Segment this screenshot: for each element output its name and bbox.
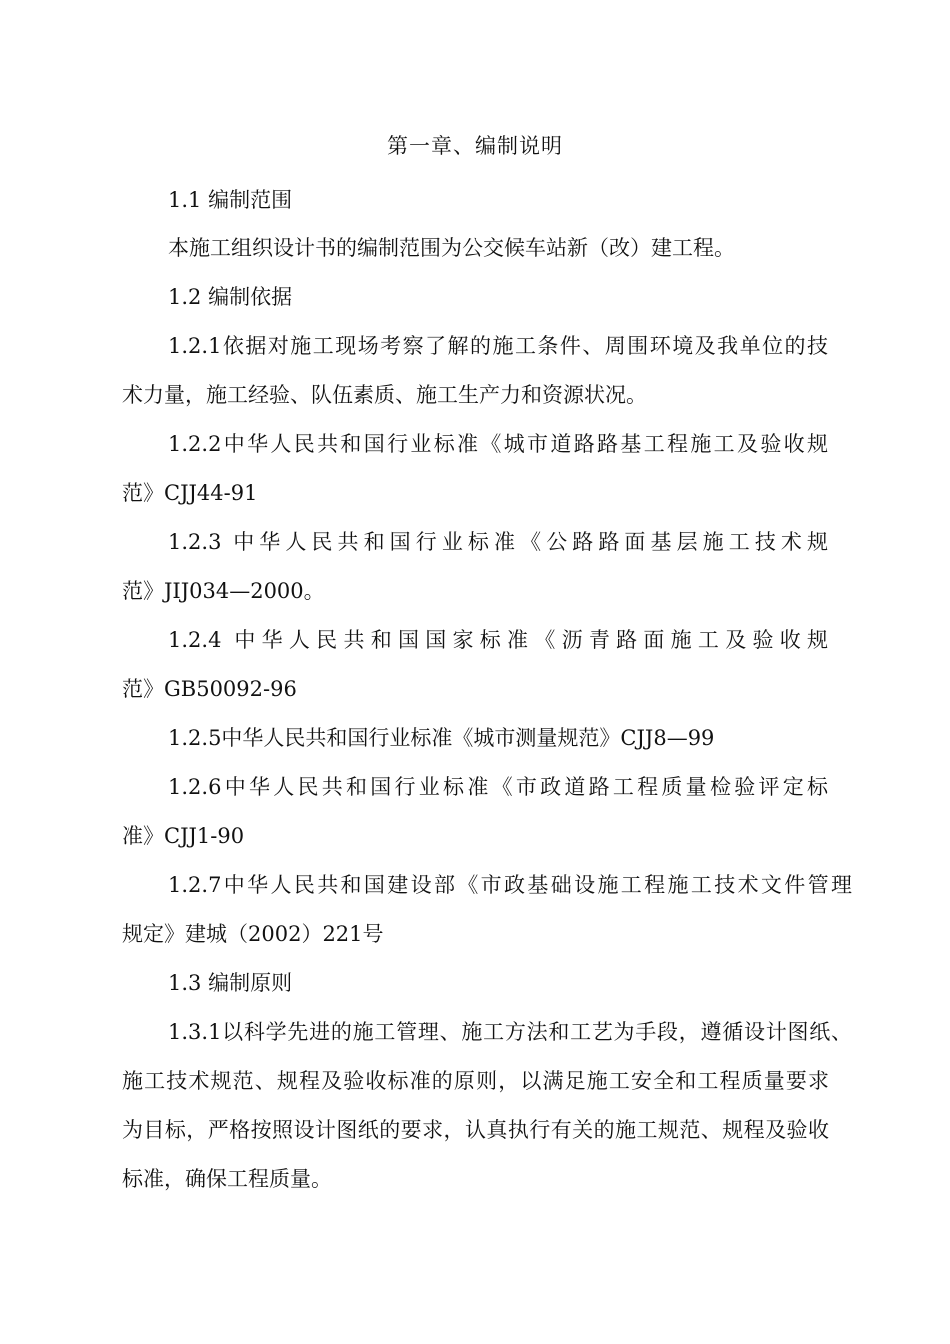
- paragraph-1-3-1-line-3: 为目标，严格按照设计图纸的要求，认真执行有关的施工规范、规程及验收: [122, 1118, 829, 1142]
- paragraph-1-2-1-line-2: 术力量，施工经验、队伍素质、施工生产力和资源状况。: [122, 383, 647, 407]
- paragraph-1-2-3-line-1: 1.2.3 中华人民共和国行业标准《公路路面基层施工技术规: [168, 530, 828, 554]
- section-heading-1-1: 1.1 编制范围: [168, 188, 293, 212]
- paragraph-1-2-1-line-1: 1.2.1依据对施工现场考察了解的施工条件、周围环境及我单位的技: [168, 334, 828, 358]
- paragraph-1-2-3-line-2: 范》JIJ034—2000。: [122, 579, 325, 603]
- paragraph-1-2-5-line-1: 1.2.5中华人民共和国行业标准《城市测量规范》CJJ8—99: [168, 726, 715, 750]
- section-heading-1-2: 1.2 编制依据: [168, 285, 293, 309]
- paragraph-1-2-2-line-2: 范》CJJ44-91: [122, 481, 258, 505]
- paragraph-1-2-2-line-1: 1.2.2中华人民共和国行业标准《城市道路路基工程施工及验收规: [168, 432, 828, 456]
- paragraph-1-2-4-line-1: 1.2.4 中华人民共和国国家标准《沥青路面施工及验收规: [168, 628, 828, 652]
- paragraph-1-3-1-line-4: 标准，确保工程质量。: [122, 1167, 332, 1191]
- chapter-title: 第一章、编制说明: [387, 134, 563, 158]
- paragraph-1-2-7-line-1: 1.2.7中华人民共和国建设部《市政基础设施工程施工技术文件管理: [168, 873, 852, 897]
- section-heading-1-3: 1.3 编制原则: [168, 971, 293, 995]
- paragraph-1-3-1-line-1: 1.3.1以科学先进的施工管理、施工方法和工艺为手段，遵循设计图纸、: [168, 1020, 852, 1044]
- paragraph-1-1: 本施工组织设计书的编制范围为公交候车站新（改）建工程。: [168, 236, 735, 260]
- paragraph-1-2-6-line-1: 1.2.6中华人民共和国行业标准《市政道路工程质量检验评定标: [168, 775, 828, 799]
- paragraph-1-2-6-line-2: 准》CJJ1-90: [122, 824, 245, 848]
- paragraph-1-2-4-line-2: 范》GB50092-96: [122, 677, 297, 701]
- paragraph-1-2-7-line-2: 规定》建城（2002）221号: [122, 922, 384, 946]
- paragraph-1-3-1-line-2: 施工技术规范、规程及验收标准的原则，以满足施工安全和工程质量要求: [122, 1069, 829, 1093]
